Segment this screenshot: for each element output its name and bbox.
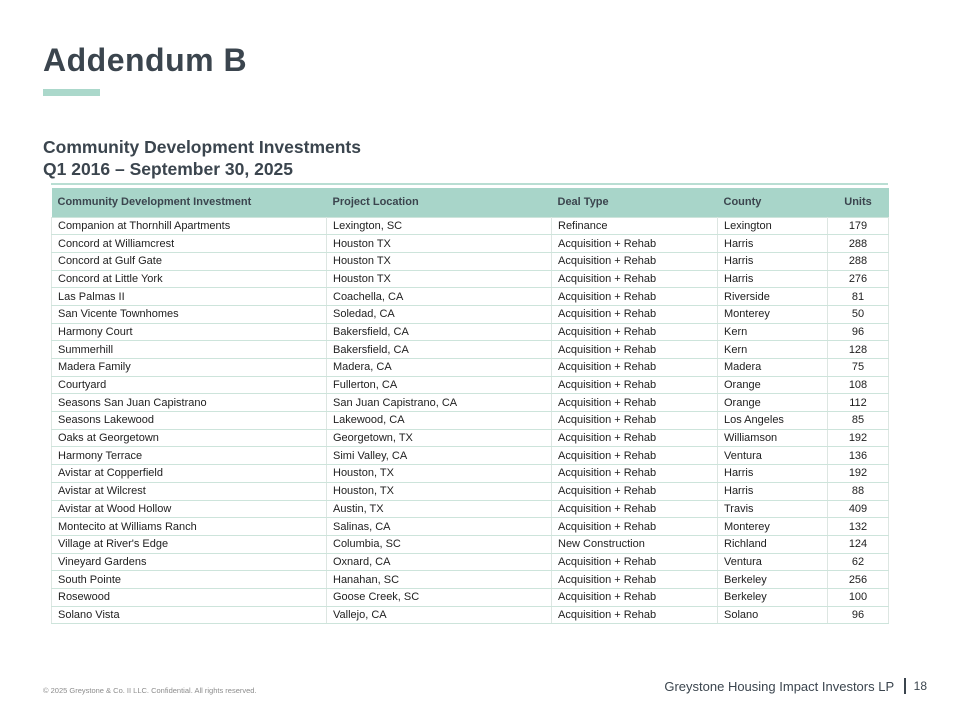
table-row — [52, 288, 889, 306]
table-cell: Harris — [718, 465, 828, 483]
table-cell: 62 — [828, 553, 889, 571]
table-cell: Acquisition + Rehab — [552, 500, 718, 518]
table-cell: 132 — [828, 518, 889, 536]
table-cell: 136 — [828, 447, 889, 465]
table-cell: 81 — [828, 288, 889, 306]
table-cell: Acquisition + Rehab — [552, 606, 718, 624]
table-cell: Coachella, CA — [327, 288, 552, 306]
table-row — [52, 465, 889, 483]
table-cell: Salinas, CA — [327, 518, 552, 536]
table-cell: Simi Valley, CA — [327, 447, 552, 465]
table-cell: Los Angeles — [718, 412, 828, 430]
table-cell: Acquisition + Rehab — [552, 518, 718, 536]
table-cell: Concord at Little York — [52, 270, 327, 288]
title-accent-bar — [43, 89, 100, 96]
subtitle-line-2: Q1 2016 – September 30, 2025 — [43, 159, 294, 179]
table-cell: Harmony Court — [52, 323, 327, 341]
table-cell: 112 — [828, 394, 889, 412]
table-cell: Kern — [718, 341, 828, 359]
table-cell: Solano Vista — [52, 606, 327, 624]
table-cell: Acquisition + Rehab — [552, 571, 718, 589]
table-header-row — [52, 188, 889, 217]
table-cell: Orange — [718, 376, 828, 394]
table-cell: Oxnard, CA — [327, 553, 552, 571]
table-cell: Acquisition + Rehab — [552, 553, 718, 571]
table-top-border — [51, 183, 888, 185]
table-body — [52, 217, 889, 624]
table-row — [52, 305, 889, 323]
table-cell: Las Palmas II — [52, 288, 327, 306]
table-row — [52, 429, 889, 447]
table-cell: 96 — [828, 606, 889, 624]
table-row — [52, 341, 889, 359]
table-cell: Berkeley — [718, 571, 828, 589]
table-cell: Hanahan, SC — [327, 571, 552, 589]
footer-company: Greystone Housing Impact Investors LP — [664, 678, 895, 694]
table-cell: Monterey — [718, 518, 828, 536]
table-cell: Houston, TX — [327, 465, 552, 483]
column-header: Deal Type — [552, 188, 718, 217]
column-header: Community Development Investment — [52, 188, 327, 217]
footer-divider — [904, 678, 906, 694]
table-cell: Lexington, SC — [327, 217, 552, 235]
table-row — [52, 359, 889, 377]
table-cell: Georgetown, TX — [327, 429, 552, 447]
table-cell: 88 — [828, 482, 889, 500]
table-cell: San Vicente Townhomes — [52, 305, 327, 323]
table-cell: Acquisition + Rehab — [552, 447, 718, 465]
table-cell: Monterey — [718, 305, 828, 323]
table-cell: Refinance — [552, 217, 718, 235]
table-cell: Harmony Terrace — [52, 447, 327, 465]
table-cell: South Pointe — [52, 571, 327, 589]
table-cell: Acquisition + Rehab — [552, 341, 718, 359]
table-cell: 124 — [828, 535, 889, 553]
table-cell: Harris — [718, 235, 828, 253]
table-cell: Austin, TX — [327, 500, 552, 518]
table-row — [52, 482, 889, 500]
table-cell: Harris — [718, 482, 828, 500]
table-cell: Bakersfield, CA — [327, 323, 552, 341]
table-cell: Houston TX — [327, 270, 552, 288]
table-cell: Acquisition + Rehab — [552, 482, 718, 500]
table-cell: Travis — [718, 500, 828, 518]
table-row — [52, 217, 889, 235]
table-cell: Rosewood — [52, 588, 327, 606]
table-cell: 276 — [828, 270, 889, 288]
page-number: 18 — [913, 679, 927, 693]
column-header: County — [718, 188, 828, 217]
table-cell: Acquisition + Rehab — [552, 359, 718, 377]
table-cell: Concord at Williamcrest — [52, 235, 327, 253]
table-row — [52, 376, 889, 394]
table-cell: Harris — [718, 270, 828, 288]
table-row — [52, 412, 889, 430]
table-cell: Acquisition + Rehab — [552, 394, 718, 412]
table-cell: 192 — [828, 429, 889, 447]
table-cell: Village at River's Edge — [52, 535, 327, 553]
column-header: Units — [828, 188, 889, 217]
table-row — [52, 394, 889, 412]
table-cell: Riverside — [718, 288, 828, 306]
page-title: Addendum B — [43, 42, 248, 78]
table-cell: Vallejo, CA — [327, 606, 552, 624]
table-cell: San Juan Capistrano, CA — [327, 394, 552, 412]
table-cell: Montecito at Williams Ranch — [52, 518, 327, 536]
table-cell: Acquisition + Rehab — [552, 305, 718, 323]
table-cell: 96 — [828, 323, 889, 341]
table-cell: Acquisition + Rehab — [552, 252, 718, 270]
table-cell: Solano — [718, 606, 828, 624]
table-cell: Orange — [718, 394, 828, 412]
table-cell: New Construction — [552, 535, 718, 553]
table-cell: Acquisition + Rehab — [552, 270, 718, 288]
table-cell: 75 — [828, 359, 889, 377]
table-cell: Lakewood, CA — [327, 412, 552, 430]
table-cell: Fullerton, CA — [327, 376, 552, 394]
table-cell: Goose Creek, SC — [327, 588, 552, 606]
table-cell: 85 — [828, 412, 889, 430]
table-cell: Companion at Thornhill Apartments — [52, 217, 327, 235]
table-cell: 256 — [828, 571, 889, 589]
table-cell: Concord at Gulf Gate — [52, 252, 327, 270]
table-cell: Madera — [718, 359, 828, 377]
table-cell: Acquisition + Rehab — [552, 288, 718, 306]
table-cell: Ventura — [718, 447, 828, 465]
table-cell: Summerhill — [52, 341, 327, 359]
investments-table — [51, 188, 889, 624]
table-row — [52, 252, 889, 270]
table-row — [52, 588, 889, 606]
table-cell: Avistar at Copperfield — [52, 465, 327, 483]
table-cell: Madera, CA — [327, 359, 552, 377]
table-cell: Vineyard Gardens — [52, 553, 327, 571]
table-cell: Oaks at Georgetown — [52, 429, 327, 447]
table-cell: 128 — [828, 341, 889, 359]
table-cell: Acquisition + Rehab — [552, 465, 718, 483]
table-cell: Williamson — [718, 429, 828, 447]
investments-table-wrap — [51, 183, 888, 624]
table-row — [52, 235, 889, 253]
table-cell: Seasons Lakewood — [52, 412, 327, 430]
table-cell: Kern — [718, 323, 828, 341]
table-cell: Avistar at Wood Hollow — [52, 500, 327, 518]
table-cell: 100 — [828, 588, 889, 606]
table-cell: Acquisition + Rehab — [552, 323, 718, 341]
column-header: Project Location — [327, 188, 552, 217]
table-cell: Columbia, SC — [327, 535, 552, 553]
table-cell: Soledad, CA — [327, 305, 552, 323]
table-cell: Houston, TX — [327, 482, 552, 500]
table-cell: Acquisition + Rehab — [552, 429, 718, 447]
table-cell: Acquisition + Rehab — [552, 235, 718, 253]
table-cell: Madera Family — [52, 359, 327, 377]
table-cell: Houston TX — [327, 235, 552, 253]
table-cell: 288 — [828, 252, 889, 270]
table-cell: Ventura — [718, 553, 828, 571]
table-row — [52, 270, 889, 288]
table-row — [52, 571, 889, 589]
table-cell: Acquisition + Rehab — [552, 412, 718, 430]
table-row — [52, 518, 889, 536]
table-cell: 108 — [828, 376, 889, 394]
table-cell: 50 — [828, 305, 889, 323]
table-row — [52, 500, 889, 518]
subtitle-line-1: Community Development Investments — [43, 137, 361, 157]
table-cell: Berkeley — [718, 588, 828, 606]
table-cell: 192 — [828, 465, 889, 483]
table-cell: 288 — [828, 235, 889, 253]
table-cell: Lexington — [718, 217, 828, 235]
table-cell: Houston TX — [327, 252, 552, 270]
footer-copyright: © 2025 Greystone & Co. II LLC. Confidential. All rights reserved. — [43, 686, 257, 695]
table-cell: Seasons San Juan Capistrano — [52, 394, 327, 412]
slide-subtitle — [43, 136, 361, 180]
table-row — [52, 553, 889, 571]
table-cell: Richland — [718, 535, 828, 553]
table-row — [52, 447, 889, 465]
table-cell: 179 — [828, 217, 889, 235]
table-cell: Acquisition + Rehab — [552, 588, 718, 606]
footer-right — [664, 678, 927, 694]
table-row — [52, 535, 889, 553]
table-cell: Avistar at Wilcrest — [52, 482, 327, 500]
table-cell: Bakersfield, CA — [327, 341, 552, 359]
table-cell: 409 — [828, 500, 889, 518]
table-row — [52, 323, 889, 341]
table-cell: Harris — [718, 252, 828, 270]
table-cell: Acquisition + Rehab — [552, 376, 718, 394]
table-cell: Courtyard — [52, 376, 327, 394]
table-row — [52, 606, 889, 624]
